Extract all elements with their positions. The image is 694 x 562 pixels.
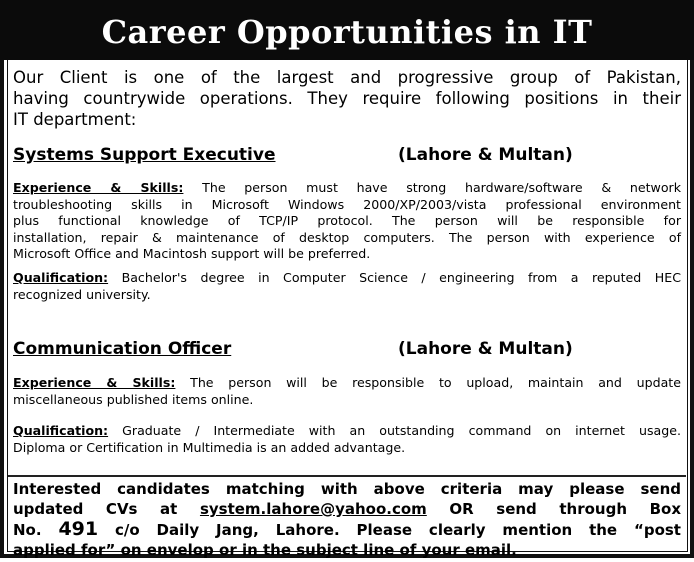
divider: [8, 475, 686, 477]
page-title: Career Opportunities in IT: [0, 0, 694, 60]
intro-line: Our Client is one of the largest and progressive group of Pakistan,: [13, 68, 681, 87]
intro-line: having countrywide operations. They require following positions in their: [13, 89, 681, 108]
position-title: Systems Support Executive: [13, 145, 276, 165]
position-title: Communication Officer: [13, 339, 232, 359]
experience-label: Experience & Skills:: [13, 375, 176, 390]
experience-label: Experience & Skills:: [13, 180, 184, 195]
position-location: (Lahore & Multan): [398, 145, 573, 165]
qualification-paragraph: Qualification: Bachelor's degree in Computer Science / engineering from a reputed HEC recognized university.: [13, 270, 681, 302]
qualification-paragraph: Qualification: Graduate / Intermediate with an outstanding command on internet usage. Diploma or Certification in Multimedia is an added advantage.: [13, 423, 682, 455]
qualification-label: Qualification:: [13, 270, 109, 285]
experience-paragraph: Experience & Skills: The person must have strong hardware/software & network troubleshooting skills in Microsoft Windows 2000/XP/2003/vista professional environment plus functional knowledge of TCP/IP protocol. The person will be responsible for installation, repair & maintenance of desktop computers. The person with experience of Microsoft Office and Macintosh support will be preferred.: [13, 180, 682, 261]
position-heading: [13, 145, 673, 165]
position-heading: [13, 339, 673, 359]
qualification-label: Qualification:: [13, 423, 109, 438]
experience-paragraph: Experience & Skills: The person will be responsible to upload, maintain and update miscellaneous published items online.: [13, 375, 681, 407]
intro-paragraph: [13, 67, 681, 130]
intro-line: IT department:: [13, 110, 137, 129]
position-location: (Lahore & Multan): [398, 339, 573, 359]
box-number: 491: [58, 518, 99, 540]
email-link[interactable]: system.lahore@yahoo.com: [199, 500, 427, 518]
application-instructions: Interested candidates matching with above criteria may please send updated CVs at system.lahore@yahoo.com OR send through Box No. 491 c/o Daily Jang, Lahore. Please clearly mention the “post applied for” on envelop or in the subject line of your email.: [13, 480, 682, 559]
